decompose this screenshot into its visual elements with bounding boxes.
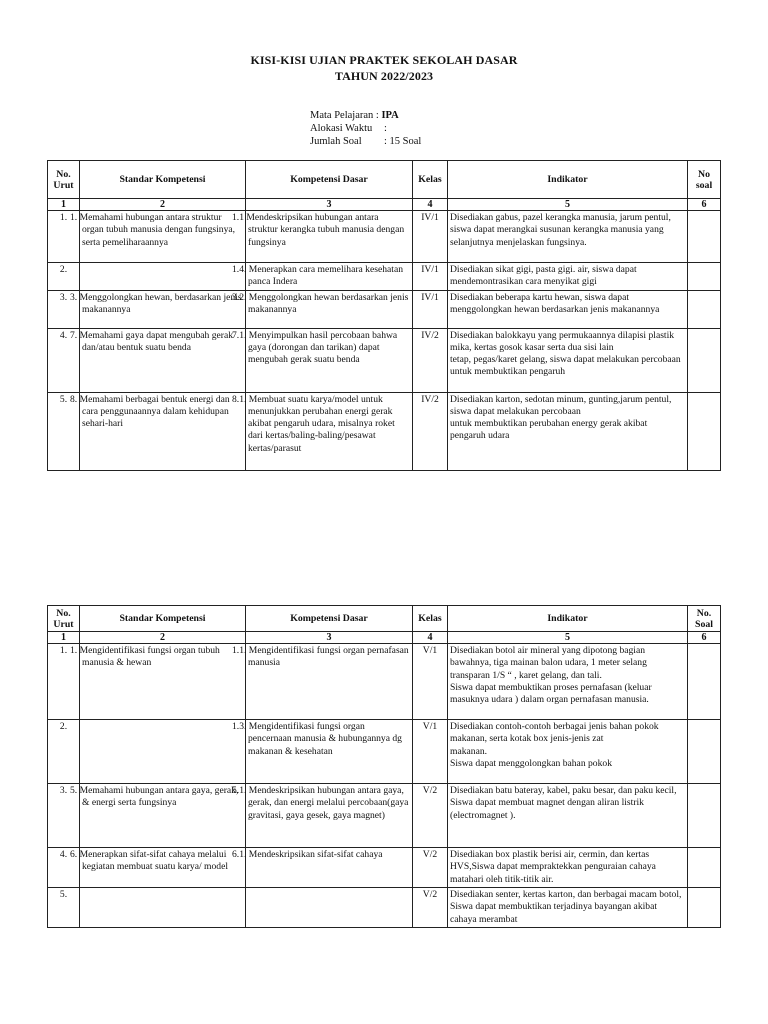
table-row: [48, 263, 721, 291]
row-sk: [80, 888, 246, 928]
indikator-line: Disediakan karton, sedotan minum, gunting,jarum pentul, siswa dapat melakukan percobaan: [450, 393, 672, 417]
document-title: KISI-KISI UJIAN PRAKTEK SEKOLAH DASAR: [250, 53, 518, 67]
table-row: [48, 888, 721, 928]
row-sk: 1. Mengidentifikasi fungsi organ tubuh manusia & hewan: [80, 644, 246, 720]
row-kelas: IV/2: [413, 328, 448, 392]
header-indikator: Indikator: [448, 161, 688, 199]
row-kd: 1.1 Mendeskripsikan hubungan antara struktur kerangka tubuh manusia dengan fungsinya: [246, 211, 413, 263]
header-kelas: Kelas: [413, 606, 448, 632]
table-row: [48, 211, 721, 263]
row-no: 2.: [48, 263, 80, 291]
kisi-table-2: [47, 605, 721, 928]
col-number: 5: [448, 199, 688, 211]
indikator-line: Disediakan box plastik berisi air, cermin, dan kertas HVS,Siswa dapat mempraktekkan penguraian cahaya matahari oleh titik-titik air.: [450, 849, 656, 885]
table-row: [48, 784, 721, 848]
row-sk: [80, 263, 246, 291]
col-number: 1: [48, 199, 80, 211]
row-soal: [688, 888, 721, 928]
row-indikator: Disediakan sikat gigi, pasta gigi. air, siswa dapat mendemontrasikan cara menyikat gigi: [448, 263, 688, 291]
row-kelas: V/2: [413, 888, 448, 928]
row-indikator: [448, 644, 688, 720]
row-kelas: IV/2: [413, 392, 448, 470]
row-kd: 8.1. Membuat suatu karya/model untuk menunjukkan perubahan energi gerak akibat pengaruh udara, misalnya roket dari kertas/baling-baling/pesawat kertas/parasut: [246, 392, 413, 470]
meta-mapel: [310, 109, 421, 122]
row-soal: [688, 720, 721, 784]
row-indikator: [448, 848, 688, 888]
indikator-line: Disediakan botol air mineral yang dipotong bagian bawahnya, tiga mainan balon udara, 1 meter selang transparan 1/S “ , karet gelang, dan tali.: [450, 645, 647, 681]
row-kd: 7.1. Menyimpulkan hasil percobaan bahwa gaya (dorongan dan tarikan) dapat mengubah gerak suatu benda: [246, 328, 413, 392]
header-sk: Standar Kompetensi: [80, 161, 246, 199]
table-row: [48, 720, 721, 784]
row-kd: 3.2. Menggolongkan hewan berdasarkan jenis makanannya: [246, 290, 413, 328]
row-no: 1.: [48, 211, 80, 263]
row-kelas: V/2: [413, 784, 448, 848]
indikator-line: Siswa dapat membuktikan proses pernafasan (keluar masuknya udara ) dalam organ pernafasan manusia.: [450, 681, 652, 706]
row-kelas: V/2: [413, 848, 448, 888]
indikator-line: makanan.: [450, 745, 488, 757]
row-soal: [688, 328, 721, 392]
row-no: 1.: [48, 644, 80, 720]
row-kd: [246, 888, 413, 928]
row-kelas: V/1: [413, 644, 448, 720]
document-year: TAHUN 2022/2023: [334, 69, 434, 83]
meta-alokasi-label: Alokasi Waktu: [310, 123, 373, 134]
indikator-line: Siswa dapat menggolongkan bahan pokok: [450, 757, 612, 769]
indikator-line: Disediakan balokkayu yang permukaannya dilapisi plastik mika, kertas gosok kasar serta dua sisi lain: [450, 329, 675, 353]
row-no: 4.: [48, 328, 80, 392]
row-indikator: [448, 328, 688, 392]
col-number: 6: [688, 632, 721, 644]
meta-jumlah: [310, 135, 421, 148]
row-indikator: [448, 784, 688, 848]
header-kelas: Kelas: [413, 161, 448, 199]
row-sk: 3. Menggolongkan hewan, berdasarkan jenis makanannya: [80, 290, 246, 328]
table-row: [48, 848, 721, 888]
row-kd: 5.1. Mendeskripsikan hubungan antara gaya, gerak, dan energi melalui percobaan(gaya gravitasi, gaya gesek, gaya magnet): [246, 784, 413, 848]
col-number: 3: [246, 632, 413, 644]
row-soal: [688, 848, 721, 888]
row-soal: [688, 263, 721, 291]
meta-mapel-label: Mata Pelajaran :: [310, 110, 379, 121]
row-no: 5.: [48, 392, 80, 470]
row-no: 5.: [48, 888, 80, 928]
row-indikator: [448, 720, 688, 784]
header-kd: Kompetensi Dasar: [246, 161, 413, 199]
row-sk: 8. Memahami berbagai bentuk energi dan cara penggunaannya dalam kehidupan sehari-hari: [80, 392, 246, 470]
row-sk: 1. Memahami hubungan antara struktur organ tubuh manusia dengan fungsinya, serta pemeliharaannya: [80, 211, 246, 263]
indikator-line: Disediakan contoh-contoh berbagai jenis bahan pokok makanan, serta kotak box jenis-jenis zat: [450, 721, 659, 745]
col-number: 5: [448, 632, 688, 644]
row-sk: 7. Memahami gaya dapat mengubah gerak dan/atau bentuk suatu benda: [80, 328, 246, 392]
meta-jumlah-value: : 15 Soal: [384, 136, 422, 147]
row-kelas: IV/1: [413, 290, 448, 328]
table-row: [48, 392, 721, 470]
row-soal: [688, 392, 721, 470]
col-number: 3: [246, 199, 413, 211]
row-kelas: IV/1: [413, 263, 448, 291]
row-kelas: V/1: [413, 720, 448, 784]
kisi-table-1: [47, 160, 721, 471]
header-nosoal: No soal: [688, 161, 721, 199]
row-no: 3.: [48, 784, 80, 848]
document-meta: [310, 109, 421, 148]
row-indikator: Disediakan beberapa kartu hewan, siswa dapat menggolongkan hewan berdasarkan jenis makanannya: [448, 290, 688, 328]
col-number: 2: [80, 632, 246, 644]
header-indikator: Indikator: [448, 606, 688, 632]
table-header-row: [48, 606, 721, 632]
row-kd: 1.1. Mengidentifikasi fungsi organ pernafasan manusia: [246, 644, 413, 720]
meta-alokasi-value: :: [384, 123, 387, 134]
meta-jumlah-label: Jumlah Soal: [310, 136, 362, 147]
row-indikator: [448, 392, 688, 470]
col-number: 1: [48, 632, 80, 644]
indikator-line: tetap, pegas/karet gelang, siswa dapat melakukan percobaan untuk membuktikan pengaruh: [450, 354, 681, 378]
row-kd: 1.4. Menerapkan cara memelihara kesehatan panca Indera: [246, 263, 413, 291]
row-kd: 6.1. Mendeskripsikan sifat-sifat cahaya: [246, 848, 413, 888]
row-soal: [688, 784, 721, 848]
row-sk: 6. Menerapkan sifat-sifat cahaya melalui kegiatan membuat suatu karya/ model: [80, 848, 246, 888]
table-number-row: [48, 632, 721, 644]
row-sk: 5. Memahami hubungan antara gaya, gerak, & energi serta fungsinya: [80, 784, 246, 848]
table-number-row: [48, 199, 721, 211]
col-number: 4: [413, 632, 448, 644]
indikator-line: untuk membuktikan perubahan energy gerak akibat pengaruh udara: [450, 418, 648, 442]
table-header-row: [48, 161, 721, 199]
row-soal: [688, 211, 721, 263]
col-number: 6: [688, 199, 721, 211]
header-sk: Standar Kompetensi: [80, 606, 246, 632]
row-kd: 1.3. Mengidentifikasi fungsi organ pencernaan manusia & hubungannya dg makanan & kesehatan: [246, 720, 413, 784]
header-no: No. Urut: [48, 161, 80, 199]
row-kelas: IV/1: [413, 211, 448, 263]
col-number: 2: [80, 199, 246, 211]
row-soal: [688, 290, 721, 328]
table-row: [48, 290, 721, 328]
row-no: 4.: [48, 848, 80, 888]
table-row: [48, 644, 721, 720]
indikator-line: Disediakan senter, kertas karton, dan berbagai macam botol, Siswa dapat membuktikan terjadinya bayangan akibat cahaya merambat: [450, 889, 682, 925]
header-nosoal: No. Soal: [688, 606, 721, 632]
header-kd: Kompetensi Dasar: [246, 606, 413, 632]
header-no: No. Urut: [48, 606, 80, 632]
row-no: 2.: [48, 720, 80, 784]
col-number: 4: [413, 199, 448, 211]
row-soal: [688, 644, 721, 720]
meta-alokasi: [310, 122, 421, 135]
row-indikator: [448, 888, 688, 928]
table-row: [48, 328, 721, 392]
row-no: 3.: [48, 290, 80, 328]
indikator-line: Disediakan batu bateray, kabel, paku besar, dan paku kecil, Siswa dapat membuat magnet dengan aliran listrik (electromagnet ).: [450, 785, 677, 821]
row-indikator: Disediakan gabus, pazel kerangka manusia, jarum pentul, siswa dapat merangkai susunan kerangka manusia yang selanjutnya menjelaskan fungsinya.: [448, 211, 688, 263]
meta-mapel-value: IPA: [381, 110, 399, 121]
row-sk: [80, 720, 246, 784]
